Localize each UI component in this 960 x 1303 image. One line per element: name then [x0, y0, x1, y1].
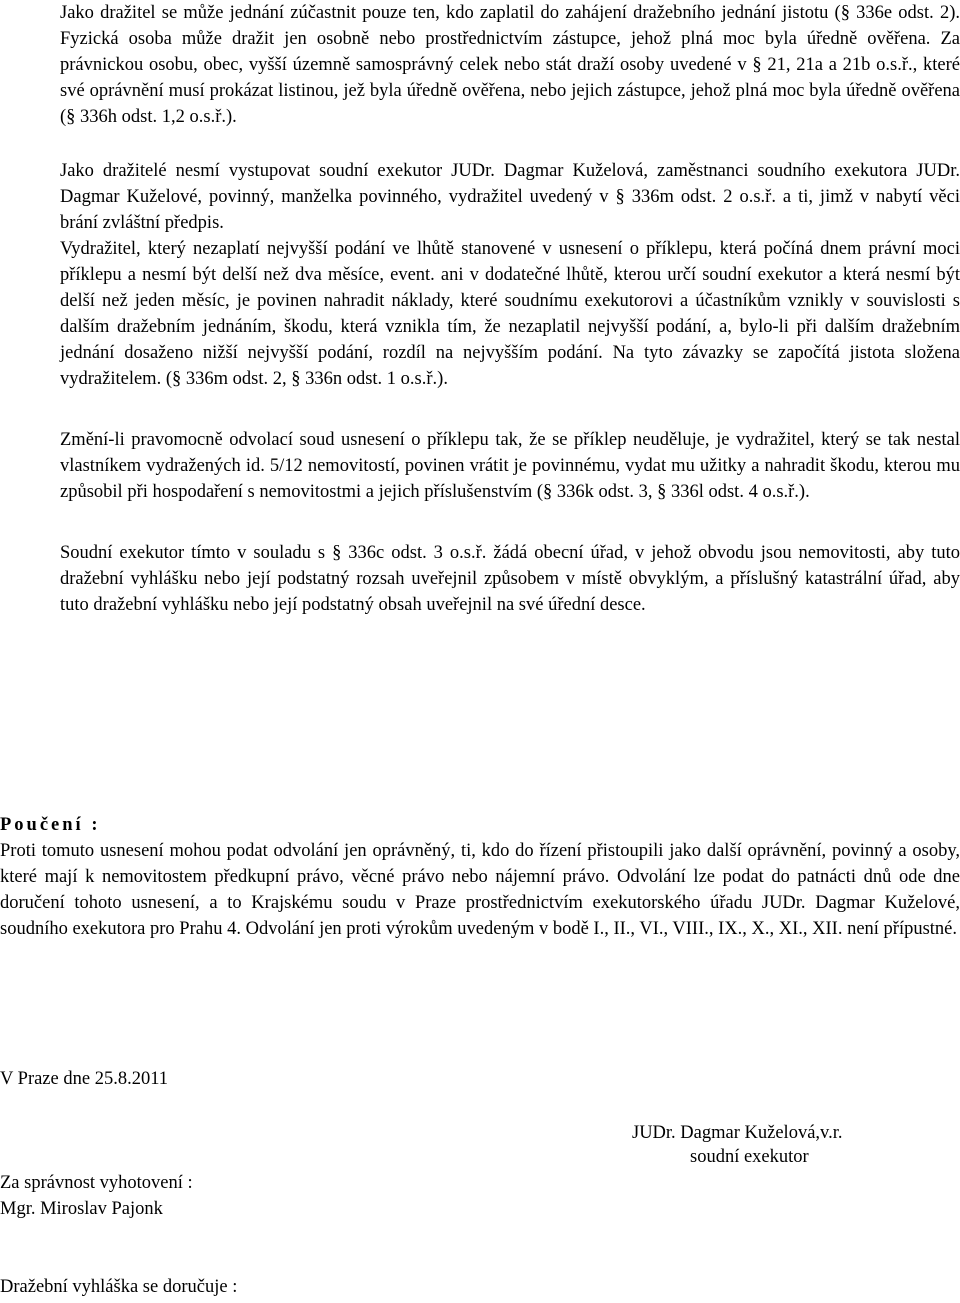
paragraph-bidder-eligibility: Jako dražitel se může jednání zúčastnit pouze ten, kdo zaplatil do zahájení dražebního jednání jistotu (§ 336e odst. 2). Fyzická osoba může dražit jen osobně nebo prostřednictvím zástupce, jehož plná moc byla úředně ověřena. Za právnickou osobu, obec, vyšší územně samosprávný celek nebo stát draží osoby uvedené v § 21, 21a a 21b o.s.ř., které své oprávnění musí prokázat listinou, jež byla úředně ověřena, nebo jejich zástupce, jehož plná moc byla úředně ověřena (§ 336h odst. 1,2 o.s.ř.). — [60, 3, 960, 127]
pouceni-text: Proti tomuto usnesení mohou podat odvolání jen oprávněný, ti, kdo do řízení přistoupili jako další oprávnění, povinný a osoby, které mají k nemovitostem předkupní právo, věcné právo nebo nájemní právo. Odvolání lze podat do patnácti dnů ode dne doručení tohoto usnesení, a to Krajskému soudu v Praze prostřednictvím exekutorského úřadu JUDr. Dagmar Kuželové, soudního exekutora pro Prahu 4. Odvolání jen proti výrokům uvedeným v bodě I., II., VI., VIII., IX., X., XI., XII. není přípustné. — [0, 841, 960, 939]
signature-role: soudní exekutor — [690, 1147, 809, 1167]
paragraph-bidder-obligations: Vydražitel, který nezaplatí nejvyšší podání ve lhůtě stanovené v usnesení o příklepu, která počíná dnem právní moci příklepu a nesmí být delší než dva měsíce, event. ani v dodatečné lhůtě, kterou určí soudní exekutor a která nesmí být delší než jeden měsíc, je povinen nahradit náklady, které soudnímu exekutorovi a účastníkům vznikly v souvislosti s dalším dražebním jednáním, škodu, která vznikla tím, že nezaplatil nejvyšší podání, a, bylo-li při dalším dražebním jednání dosaženo nižší nejvyšší podání, rozdíl na nejvyšším podání. Na tyto závazky se započítá jistota složena vydražitelem. (§ 336m odst. 2, § 336n odst. 1 o.s.ř.). — [60, 239, 960, 389]
paragraph-appeal-consequences: Změní-li pravomocně odvolací soud usnesení o příklepu tak, že se příklep neuděluje, je vydražitel, který se tak nestal vlastníkem vydražených id. 5/12 nemovitostí, povinen vrátit je povinnému, vydat mu užitky a nahradit škodu, kterou mu způsobil při hospodaření s nemovitostmi a jejich příslušenstvím (§ 336k odst. 3, § 336l odst. 4 o.s.ř.). — [60, 430, 960, 502]
certification-label: Za správnost vyhotovení : — [0, 1173, 193, 1193]
signature-name: JUDr. Dagmar Kuželová,v.r. — [632, 1123, 843, 1143]
paragraph-excluded-bidders: Jako dražitelé nesmí vystupovat soudní exekutor JUDr. Dagmar Kuželová, zaměstnanci soudního exekutora JUDr. Dagmar Kuželové, povinný, manželka povinného, vydražitel uvedený v § 336m odst. 2 o.s.ř. a ti, jimž v nabytí věci brání zvláštní předpis. — [60, 161, 960, 233]
place-date: V Praze dne 25.8.2011 — [0, 1069, 169, 1089]
delivery-heading: Dražební vyhláška se doručuje : — [0, 1277, 238, 1297]
pouceni-heading: Poučení : — [0, 815, 101, 835]
certification-name: Mgr. Miroslav Pajonk — [0, 1199, 163, 1219]
paragraph-publication-request: Soudní exekutor tímto v souladu s § 336c odst. 3 o.s.ř. žádá obecní úřad, v jehož obvodu jsou nemovitosti, aby tuto dražební vyhlášku nebo její podstatný rozsah uveřejnil způsobem v místě obvyklým, a příslušný katastrální úřad, aby tuto dražební vyhlášku nebo její podstatný obsah uveřejnil na své úřední desce. — [60, 543, 960, 615]
